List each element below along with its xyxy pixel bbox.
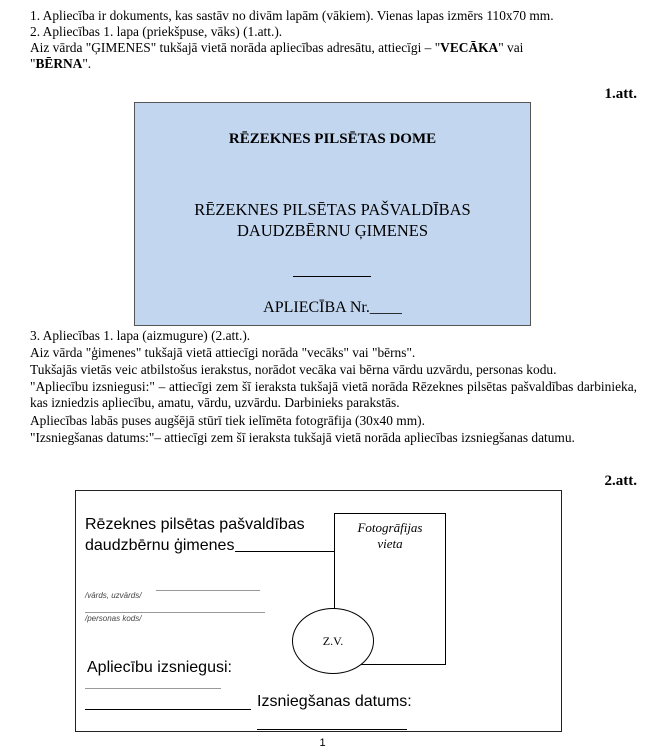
figure-2-label: 2.att. bbox=[604, 473, 637, 489]
intro-line-3-c: " vai bbox=[498, 40, 524, 55]
intro-line-3-a: Aiz vārda "ĢIMENES" tukšajā vietā norāda apliecības adresātu, attiecīgi – " bbox=[30, 40, 441, 55]
intro-line-4-c: ". bbox=[82, 56, 92, 71]
cover-municipality-title bbox=[135, 199, 530, 241]
cover-dome-title: RĒZEKNES PILSĒTAS DOME bbox=[228, 131, 437, 147]
intro-vecaka: VECĀKA bbox=[440, 40, 499, 55]
photo-label-line-1: Fotogrāfijas bbox=[357, 520, 423, 535]
card-heading-line-2: daudzbērnu ģimenes bbox=[85, 537, 235, 554]
section3-line-3: Tukšajās vietās veic atbilstošus ierakstus, norādot vecāka vai bērna vārdu uzvārdu, personas kodu. bbox=[30, 362, 557, 377]
section3-line-5: Apliecības labās puses augšējā stūrī tiek ielīmēta fotogrāfija (30x40 mm). bbox=[30, 413, 425, 428]
issue-date-label: Izsniegšanas datums: bbox=[257, 693, 412, 710]
cover-certificate-number: APLIECĪBA Nr.____ bbox=[263, 299, 402, 316]
intro-line-3 bbox=[30, 40, 523, 56]
section3-line-1: 3. Apliecības 1. lapa (aizmugure) (2.att.). bbox=[30, 328, 251, 343]
personal-code-blank-line bbox=[85, 612, 265, 613]
cover-municipality-line-1: RĒZEKNES PILSĒTAS PAŠVALDĪBAS bbox=[194, 200, 471, 219]
section3-paragraph-6: "Izsniegšanas datums:"– attiecīgi zem šī ieraksta tukšajā vietā norāda apliecības izsniegšanas datumu. bbox=[30, 430, 575, 445]
issuer-name-line bbox=[85, 688, 221, 689]
section3-paragraph-4: "Apliecību izsniegusi:" – attiecīgi zem šī ieraksta tukšajā vietā norāda Rēzeknes pilsētas pašvaldības darbinieka, kas izniedzis apliecību, amatu, vārdu, uzvārdu. Darbinieks parakstās. bbox=[30, 379, 637, 410]
card-heading bbox=[85, 514, 305, 556]
family-role-blank bbox=[235, 551, 339, 552]
figure-1-label: 1.att. bbox=[604, 86, 637, 102]
intro-berna: BĒRNA bbox=[35, 56, 83, 71]
issue-date-line bbox=[257, 729, 407, 730]
card-heading-line-1: Rēzeknes pilsētas pašvaldības bbox=[85, 516, 305, 533]
page-number: 1 bbox=[319, 737, 326, 749]
intro-line-1: 1. Apliecība ir dokuments, kas sastāv no divām lapām (vākiem). Vienas lapas izmērs 110x70 mm. bbox=[30, 8, 554, 23]
issued-by-label: Apliecību izsniegusi: bbox=[87, 659, 232, 676]
certificate-cover bbox=[134, 102, 531, 326]
stamp-circle: Z.V. bbox=[292, 608, 374, 674]
cover-blank-line bbox=[293, 276, 371, 277]
intro-line-4-a: " bbox=[30, 56, 36, 71]
section3-line-2: Aiz vārda "ģimenes" tukšajā vietā attiecīgi norāda "vecāks" vai "bērns". bbox=[30, 345, 416, 360]
cover-municipality-line-2: DAUDZBĒRNU ĢIMENES bbox=[236, 221, 429, 240]
intro-line-2: 2. Apliecības 1. lapa (priekšpuse, vāks) (1.att.). bbox=[30, 24, 283, 39]
certificate-inner-page bbox=[75, 490, 562, 732]
name-caption: /vārds, uzvārds/ bbox=[85, 591, 142, 600]
issuer-signature-line bbox=[85, 709, 251, 710]
name-blank-line bbox=[156, 590, 260, 591]
personal-code-caption: /personas kods/ bbox=[85, 614, 142, 623]
photo-label-line-2: vieta bbox=[377, 536, 403, 551]
intro-line-4 bbox=[30, 56, 91, 72]
